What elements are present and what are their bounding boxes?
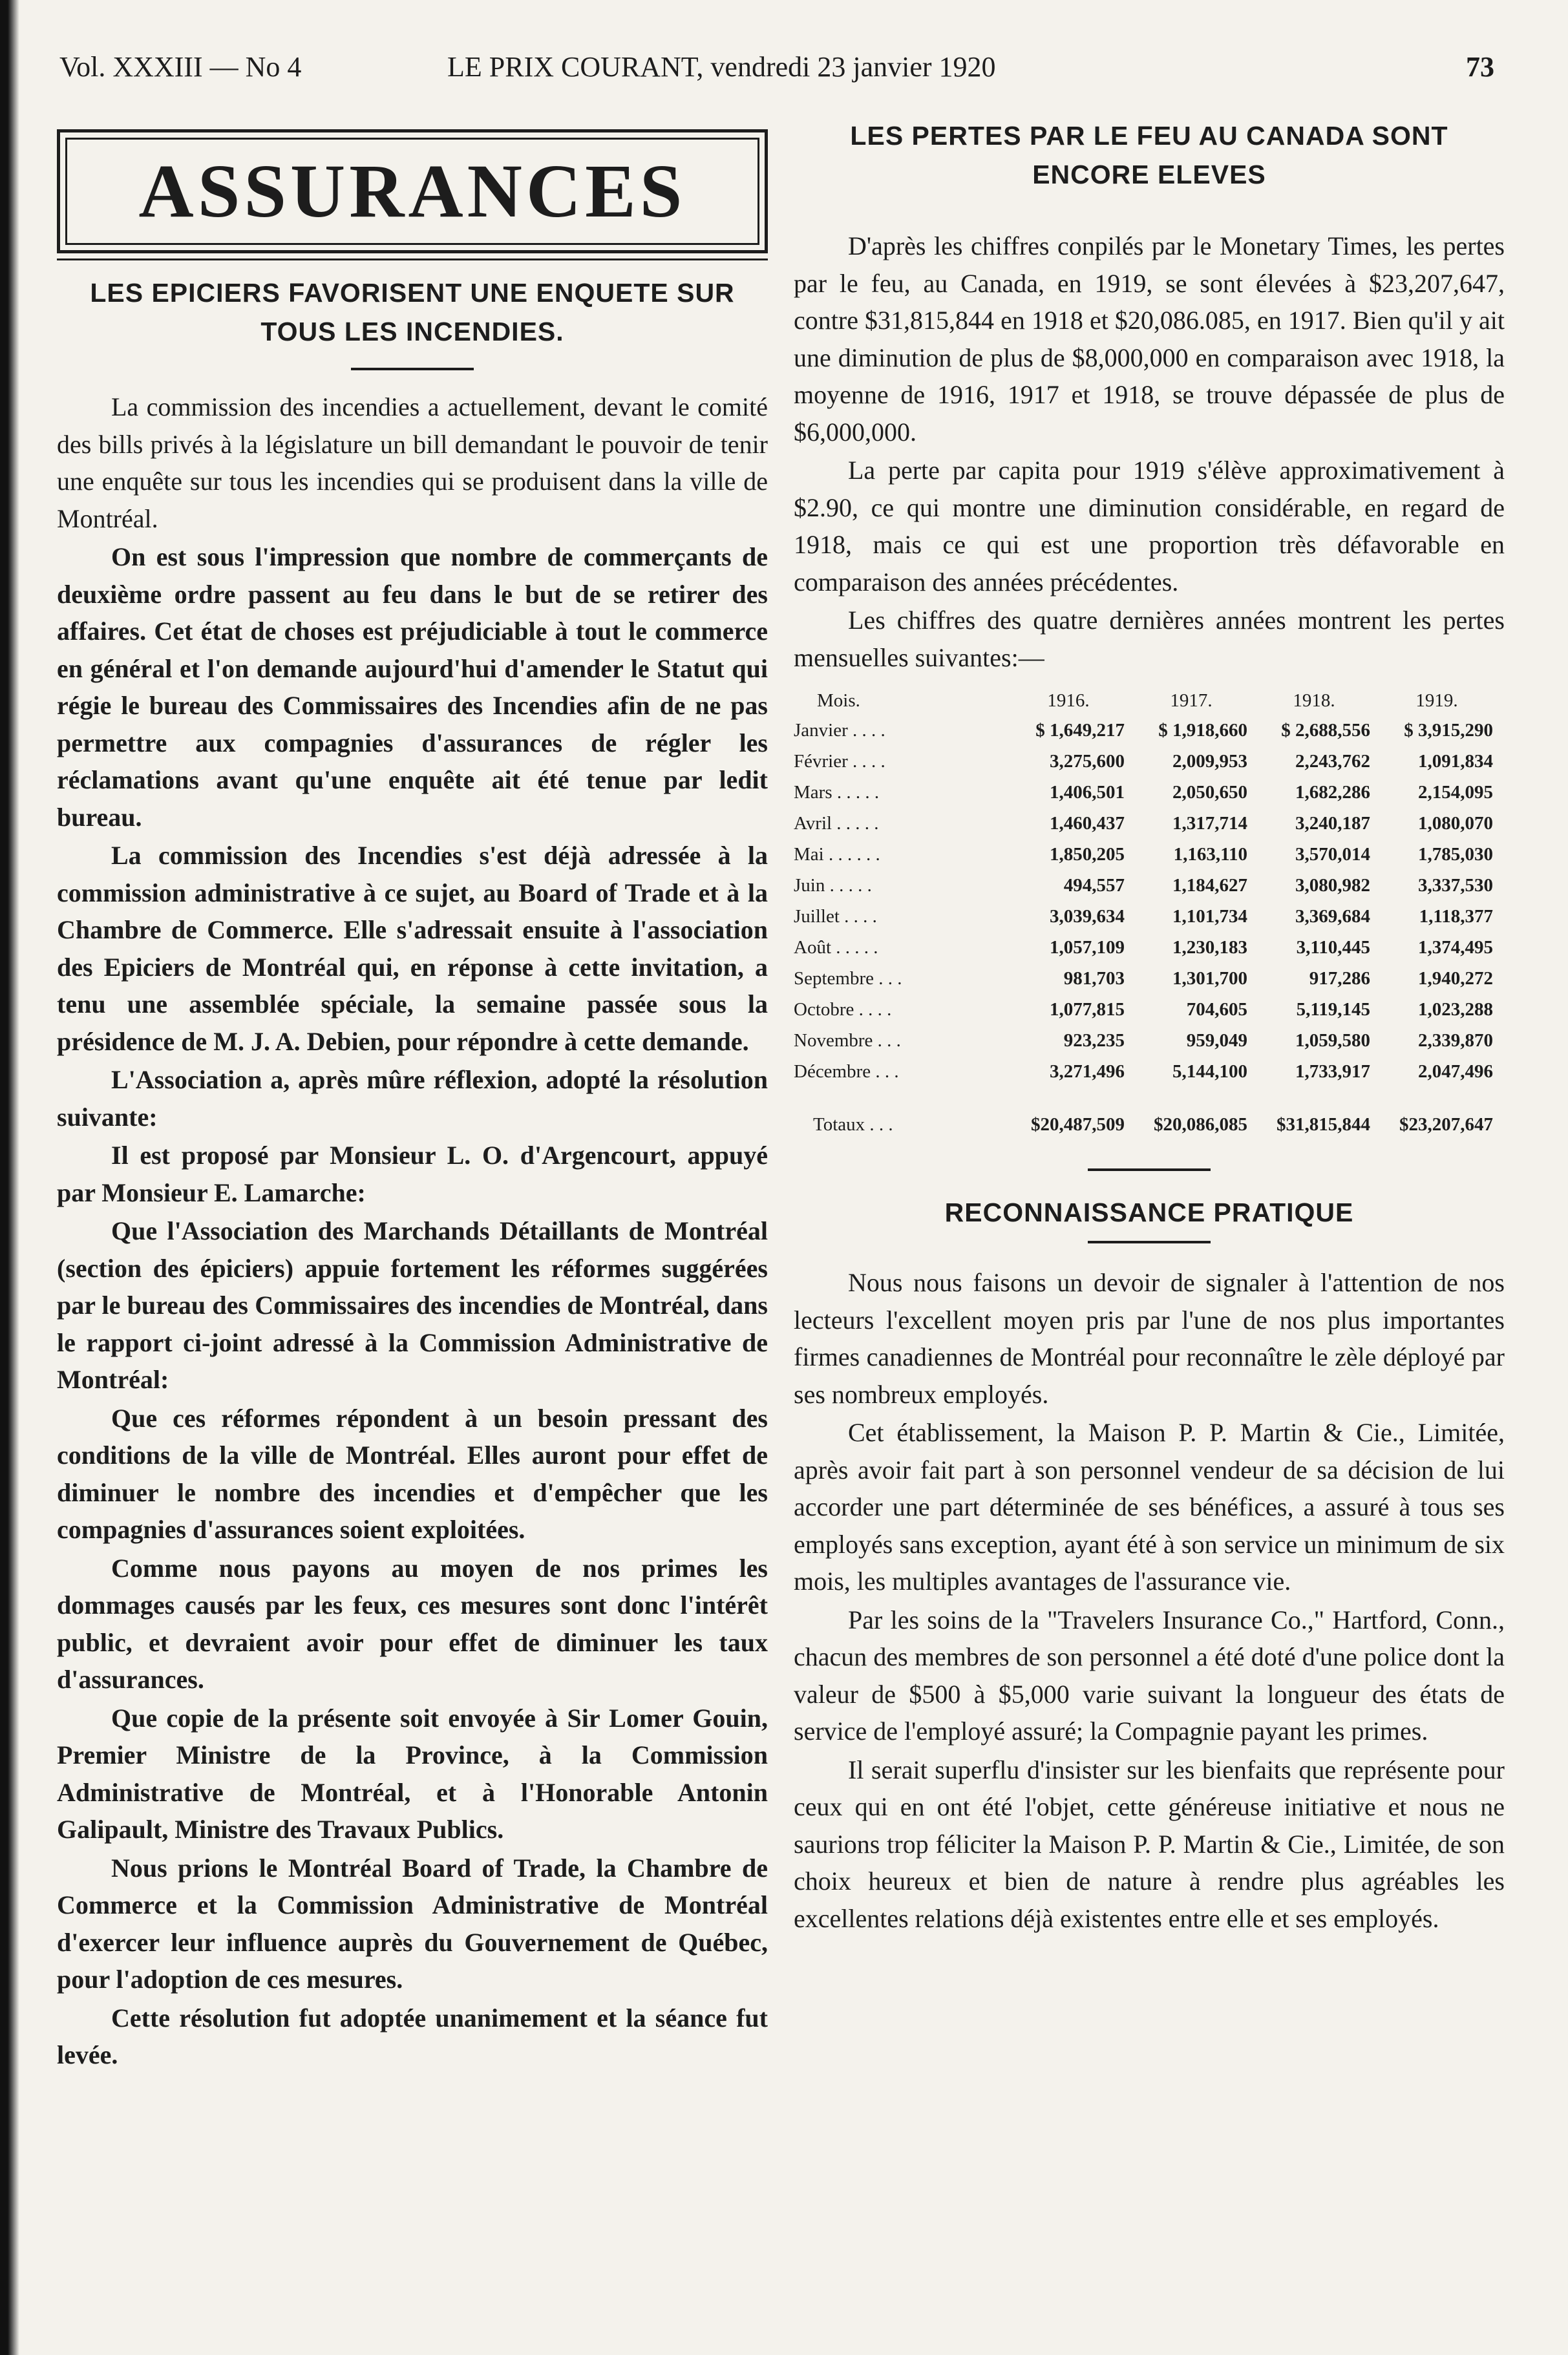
loss-value: 959,049	[1186, 1030, 1247, 1051]
row-label: Totaux . . .	[813, 1114, 893, 1135]
table-row	[794, 901, 1498, 932]
loss-value: 1,059,580	[1295, 1030, 1370, 1051]
article-paragraph: Il serait superflu d'insister sur les bienfaits que représente pour ceux qui en ont été l'objet, cette généreuse initiative et nous ne saurions trop féliciter la Maison P. P. Martin & Cie., Limitée, de son choix heureux et bien de nature à rendre plus agréables les excellentes relations déjà existentes entre elle et ses employés.	[794, 1755, 1505, 1933]
section-banner-title: ASSURANCES	[65, 138, 759, 245]
article-paragraph: Que l'Association des Marchands Détaillants de Montréal (section des épiciers) appuie fortement les réformes suggérées par le bureau des Commissaires des incendies de Montréal, dans le rapport ci-joint adressé à la Commission Administrative de Montréal:	[57, 1216, 768, 1394]
loss-value: 3,337,530	[1418, 874, 1493, 896]
loss-value: $ 3,915,290	[1404, 719, 1493, 741]
loss-value: 1,682,286	[1295, 781, 1370, 803]
loss-value: 2,243,762	[1295, 750, 1370, 772]
article-headline: LES PERTES PAR LE FEU AU CANADA SONT ENCORE ELEVES	[850, 121, 1448, 189]
table-body	[794, 715, 1498, 1143]
table-row	[794, 963, 1498, 994]
article-paragraph: Il est proposé par Monsieur L. O. d'Argencourt, appuyé par Monsieur E. Lamarche:	[57, 1141, 768, 1207]
article-paragraph: Que copie de la présente soit envoyée à Sir Lomer Gouin, Premier Ministre de la Province, à la Commission Administrative de Montréal, et à l'Honorable Antonin Galipault, Ministre des Travaux Publics.	[57, 1703, 768, 1844]
row-label: Juin . . . . .	[794, 874, 872, 896]
row-label: Juillet . . . .	[794, 905, 877, 927]
row-label: Novembre . . .	[794, 1030, 901, 1051]
table-row	[794, 994, 1498, 1025]
article-paragraph: Cet établissement, la Maison P. P. Martin & Cie., Limitée, après avoir fait part à son personnel vendeur de sa décision de lui accorder une part déterminée de ses bénéfices, a assuré à tous ses employés sans exception, ayant été à son service un minimum de six mois, les multiples avantages de l'assurance vie.	[794, 1418, 1505, 1596]
page-number: 73	[1466, 51, 1494, 83]
article-paragraph: Nous prions le Montréal Board of Trade, la Chambre de Commerce et la Commission Administrative de Montréal d'exercer leur influence auprès du Gouvernement de Québec, pour l'adoption de ces mesures.	[57, 1853, 768, 1994]
loss-value: 494,557	[1063, 874, 1125, 896]
loss-value: 3,080,982	[1295, 874, 1370, 896]
page-header	[59, 50, 1494, 89]
loss-value: 2,047,496	[1418, 1061, 1493, 1082]
row-label: Septembre . . .	[794, 967, 902, 989]
table-row	[794, 777, 1498, 808]
loss-value: 2,050,650	[1172, 781, 1247, 803]
loss-value: 1,301,700	[1172, 967, 1247, 989]
article-paragraph: Les chiffres des quatre dernières années montrent les pertes mensuelles suivantes:—	[794, 606, 1505, 672]
article-paragraph: D'après les chiffres conpilés par le Monetary Times, les pertes par le feu, au Canada, en 1919, se sont élevées à $23,207,647, contre $31,815,844 en 1918 et $20,086.085, en 1917. Bien qu'il y ait une diminution de plus de $8,000,000 en comparaison avec 1918, la moyenne de 1916, 1917 et 1918, se trouve dépassée de plus de $6,000,000.	[794, 231, 1505, 447]
table-row	[794, 932, 1498, 963]
loss-value: 3,275,600	[1050, 750, 1125, 772]
loss-value: 1,374,495	[1418, 936, 1493, 958]
table-totals-row	[794, 1087, 1498, 1143]
loss-value: 3,240,187	[1295, 812, 1370, 834]
headline-rule	[351, 368, 474, 370]
loss-value: 1,785,030	[1418, 843, 1493, 865]
row-label: Mai . . . . . .	[794, 843, 880, 865]
row-label: Décembre . . .	[794, 1061, 899, 1082]
loss-value: 1,023,288	[1418, 998, 1493, 1020]
loss-value: 1,850,205	[1050, 843, 1125, 865]
loss-value: 1,118,377	[1419, 905, 1493, 927]
loss-value: 1,317,714	[1172, 812, 1247, 834]
table-row	[794, 1025, 1498, 1056]
loss-value: 3,570,014	[1295, 843, 1370, 865]
left-column	[57, 116, 768, 2075]
loss-value: 923,235	[1063, 1030, 1125, 1051]
row-label: Janvier . . . .	[794, 719, 885, 741]
loss-value: 2,339,870	[1418, 1030, 1493, 1051]
column-header-year: 1919.	[1415, 690, 1458, 711]
loss-value: $23,207,647	[1399, 1114, 1493, 1135]
article-paragraph: L'Association a, après mûre réflexion, adopté la résolution suivante:	[57, 1065, 768, 1132]
banner-rule	[57, 253, 768, 260]
row-label: Février . . . .	[794, 750, 885, 772]
loss-value: $ 2,688,556	[1281, 719, 1370, 741]
loss-value: 981,703	[1063, 967, 1125, 989]
table-row	[794, 715, 1498, 746]
column-header-year: 1918.	[1293, 690, 1335, 711]
loss-value: $31,815,844	[1277, 1114, 1370, 1135]
loss-value: 1,057,109	[1050, 936, 1125, 958]
table-row	[794, 870, 1498, 901]
section-banner	[57, 129, 768, 253]
article-headline: LES EPICIERS FAVORISENT UNE ENQUETE SUR TOUS LES INCENDIES.	[90, 278, 735, 346]
loss-value: $ 1,918,660	[1158, 719, 1247, 741]
row-label: Août . . . . .	[794, 936, 878, 958]
article-paragraph: La commission des Incendies s'est déjà adressée à la commission administrative à ce sujet, au Board of Trade et à la Chambre de Commerce. Elle s'adressait ensuite à l'association des Epiciers de Montréal qui, en réponse à cette invitation, a tenu une assemblée spéciale, la semaine passée sous la présidence de M. J. A. Debien, pour répondre à cette demande.	[57, 841, 768, 1056]
column-header-year: 1916.	[1047, 690, 1090, 711]
article-paragraph: Comme nous payons au moyen de nos primes les dommages causés par les feux, ces mesures sont donc l'intérêt public, et devraient avoir pour effet de diminuer les taux d'assurances.	[57, 1553, 768, 1694]
loss-value: 1,406,501	[1050, 781, 1125, 803]
row-label: Mars . . . . .	[794, 781, 880, 803]
table-row	[794, 808, 1498, 839]
column-header-year: 1917.	[1170, 690, 1213, 711]
loss-value: 1,077,815	[1050, 998, 1125, 1020]
loss-value: 917,286	[1309, 967, 1370, 989]
article-paragraph: La perte par capita pour 1919 s'élève approximativement à $2.90, ce qui montre une diminution considérable, en regard de 1918, mais ce qui est une proportion très défavorable en comparaison des années précédentes.	[794, 456, 1505, 597]
publication-title: LE PRIX COURANT, vendredi 23 janvier 1920	[447, 51, 996, 83]
loss-value: 3,369,684	[1295, 905, 1370, 927]
table-header-row	[794, 686, 1498, 715]
article-paragraph: Cette résolution fut adoptée unanimement et la séance fut levée.	[57, 2003, 768, 2069]
loss-value: 1,460,437	[1050, 812, 1125, 834]
table-header	[794, 686, 1498, 715]
table-row	[794, 746, 1498, 777]
scan-edge	[0, 0, 19, 2355]
article-paragraph: La commission des incendies a actuellement, devant le comité des bills privés à la législature un bill demandant le pouvoir de tenir une enquête sur tous les incendies qui se produisent dans la ville de Montréal.	[57, 392, 768, 533]
loss-value: 3,110,445	[1296, 936, 1370, 958]
loss-value: 1,163,110	[1173, 843, 1247, 865]
table-row	[794, 839, 1498, 870]
loss-value: 1,101,734	[1172, 905, 1247, 927]
section-rule	[1088, 1168, 1211, 1171]
loss-value: 1,230,183	[1172, 936, 1247, 958]
article-paragraph: On est sous l'impression que nombre de commerçants de deuxième ordre passent au feu dans le but de se retirer des affaires. Cet état de choses est préjudiciable à tout le commerce en général et l'on demande aujourd'hui d'amender le Statut qui régie le bureau des Commissaires des Incendies afin de ne pas permettre aux compagnies d'assurances de régler les réclamations avant qu'une enquête ait été tenue par ledit bureau.	[57, 542, 768, 832]
loss-value: 704,605	[1186, 998, 1247, 1020]
loss-value: 1,091,834	[1418, 750, 1493, 772]
loss-value: 1,940,272	[1418, 967, 1493, 989]
article-headline: RECONNAISSANCE PRATIQUE	[944, 1198, 1354, 1227]
table-row	[794, 1056, 1498, 1087]
loss-value: 3,271,496	[1050, 1061, 1125, 1082]
row-label: Avril . . . . .	[794, 812, 879, 834]
loss-value: 2,154,095	[1418, 781, 1493, 803]
headline-rule	[1088, 1241, 1211, 1243]
row-label: Octobre . . . .	[794, 998, 892, 1020]
article-paragraph: Que ces réformes répondent à un besoin pressant des conditions de la ville de Montréal. Elles auront pour effet de diminuer le nombre des incendies et d'empêcher que les compagnies d'assurances soient exploitées.	[57, 1403, 768, 1544]
loss-value: 5,119,145	[1296, 998, 1370, 1020]
right-column	[794, 116, 1505, 1938]
column-header-month: Mois.	[817, 690, 860, 711]
loss-value: 3,039,634	[1050, 905, 1125, 927]
loss-value: 2,009,953	[1172, 750, 1247, 772]
article-paragraph: Par les soins de la "Travelers Insurance Co.," Hartford, Conn., chacun des membres de son personnel a été doté d'une police dont la valeur de $500 à $5,000 varie suivant la longueur des états de service de l'employé assuré; la Compagnie payant les primes.	[794, 1605, 1505, 1746]
loss-value: $20,086,085	[1154, 1114, 1247, 1135]
loss-value: 1,184,627	[1172, 874, 1247, 896]
loss-value: 1,733,917	[1295, 1061, 1370, 1082]
loss-value: $20,487,509	[1031, 1114, 1125, 1135]
loss-value: $ 1,649,217	[1035, 719, 1125, 741]
article-paragraph: Nous nous faisons un devoir de signaler à l'attention de nos lecteurs l'excellent moyen pris par l'une de nos plus importantes firmes canadiennes de Montréal pour reconnaître le zèle déployé par ses nombreux employés.	[794, 1268, 1505, 1409]
loss-value: 1,080,070	[1418, 812, 1493, 834]
monthly-losses-table	[794, 686, 1498, 1143]
loss-value: 5,144,100	[1172, 1061, 1247, 1082]
volume-number: Vol. XXXIII — No 4	[59, 51, 302, 83]
